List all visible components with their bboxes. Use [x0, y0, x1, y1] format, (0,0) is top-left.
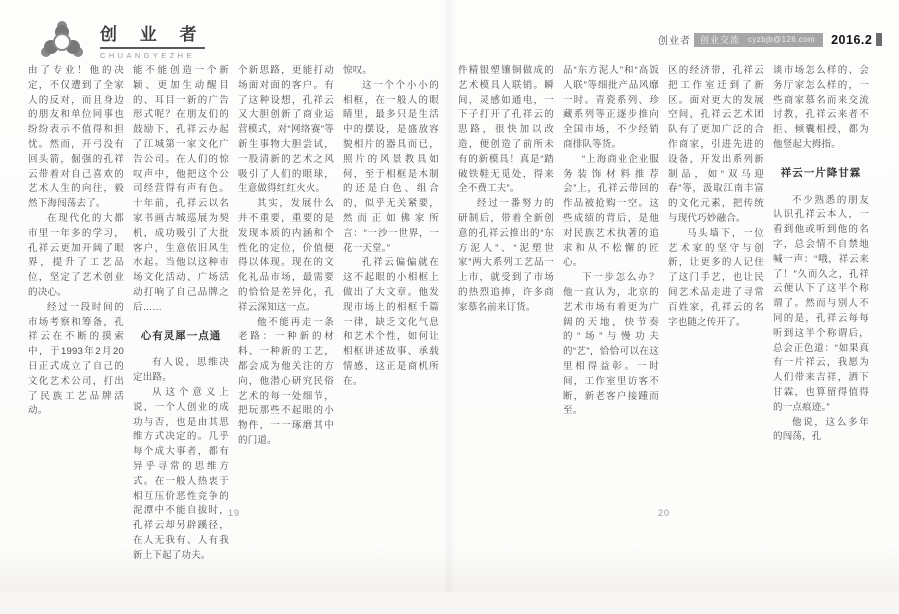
paragraph: 品“东方泥人”和“高饭人联”等细批产品风靡一时。青瓷系列、珍藏系列等正逐步推向全国市场，不少经销商排队等货。	[563, 65, 659, 150]
text-column	[133, 64, 229, 560]
paragraph: 从这个意义上说，一个人创业的成功与否，也是由其思维方式决定的。几乎每个成大事者，都有异乎寻常的思维方式。在一般人热衷于相互压价恶性竞争的泥潭中不能自拔时，孔祥云却另辟蹊径，在人无我有、人有我新上下起了功夫。	[133, 386, 229, 560]
text-column	[458, 64, 554, 560]
magazine-title-pinyin: CHUANGYEZHE	[100, 51, 195, 60]
section-badge	[694, 33, 823, 47]
paragraph: 他说，这么多年的闯荡，孔	[773, 416, 869, 443]
contact-email: cyzbjb@126.com	[748, 34, 816, 44]
text-column	[343, 64, 439, 560]
paragraph: “上海商业企业服务装饰材料推荐会”上，孔祥云带回的作品被抢购一空。这些成绩的背后，是他对民族艺术执著的追求和从不松懈的匠心。	[563, 153, 659, 269]
section-heading: 心有灵犀一点通	[140, 329, 222, 342]
paragraph: 其实，发展什么并不重要，重要的是发现本质的内涵和个性化的定位，价值便得以体现。现在的文化礼品市场，最需要的恰恰是差异化，孔祥云深知这一点。	[238, 198, 334, 313]
paragraph: 谈市场怎么样的、会务厅家怎么样的，一些商家慕名而来交流讨教，孔祥云来者不拒、倾囊相授，都为他竖起大拇指。	[773, 65, 869, 150]
paragraph: 在现代化的大都市里一年多的学习，孔祥云更加开阔了眼界，提升了工艺品位，坚定了艺术创业的决心。	[28, 212, 124, 298]
text-column	[28, 64, 124, 560]
page-20	[458, 64, 870, 564]
paragraph: 孔祥云偏偏就在这不起眼的小相框上做出了大文章。他发现市场上的相框千篇一律，缺乏文化气息和艺术个性，如何让相框讲述故事、承载情感，这正是商机所在。	[343, 257, 439, 387]
page-19	[28, 64, 440, 564]
section-badge-label: 创业交流	[700, 34, 741, 45]
paragraph: 他不能再走一条老路：一种新的材料、一种新的工艺，都会成为他关注的方向，他潜心研究民俗艺术的每一处细节，把玩那些不起眼的小物件，一一琢磨其中的门道。	[238, 316, 334, 446]
columns	[28, 64, 440, 564]
magazine-logo	[34, 16, 274, 60]
issue-number: 2016.2	[831, 32, 873, 47]
paragraph: 由了专业！他的决定，不仅遭到了全家人的反对，而且身边的朋友和单位同事也纷纷表示不值得和担忧。然而，开弓没有回头箭，倔强的孔祥云带着对自己喜欢的艺术人生的向往，毅然下海闯荡去了。	[28, 65, 124, 210]
text-column	[773, 64, 869, 560]
page-gutter-shadow	[443, 0, 455, 592]
paragraph: 件精银塑镶铜做成的艺术模具人联销。瞬间，灵感如通电，一下子打开了孔祥云的思路，很快加以改造，便创造了前所未有的新模具！真是“踏破铁鞋无觅处，得来全不费工夫”。	[458, 65, 554, 195]
magazine-title: 创 业 者	[100, 20, 205, 49]
paragraph: 不少熟悉的朋友认识孔祥云本人，一看到他或听到他的名字，总会情不自禁地喊一声：“哦，祥云来了！”久而久之，孔祥云便认下了这半个称谓了。然而与别人不同的是，孔祥云每每听到这半个称谓后，总会正色道：“如果真有一片祥云，我愿为人们带来吉祥，洒下甘霖，也算留得值得的一点痕迹。”	[773, 194, 869, 413]
paragraph: 惊叹。	[343, 65, 373, 76]
paragraph: 能不能创造一个新颖、更加生动醒目的、耳目一新的广告形式呢？在朋友们的鼓励下，孔祥云办起了江城第一家文化广告公司。在人们的惊叹声中，他把这个公司经营得有声有色。十年前，孔祥云以名家书画古城巡展为契机，成功吸引了大批客户，生意依旧风生水起。当他以这种市场文化活动、广场活动打响了自己品牌之后……	[133, 65, 229, 313]
paragraph: 经过一番努力的研制后，带着全新创意的孔祥云推出的“东方泥人”、“泥塑世家”两大系列工艺品一上市，就受到了市场的热烈追捧，许多商家慕名前来订货。	[458, 198, 554, 313]
paragraph: 个新思路，更能打动场面对面的客户。有了这种设想，孔祥云又大胆创新了商业运营模式，对“网络赛”等新生事物大胆尝试，一股清新的艺术之风吸引了人们的眼球，生意做得红红火火。	[238, 65, 334, 195]
masthead-magazine-name: 创业者	[658, 36, 691, 47]
section-heading: 祥云一片降甘霖	[780, 166, 862, 179]
issue-marker-block	[876, 33, 882, 46]
masthead-right	[658, 31, 894, 48]
paragraph: 区的经济带，孔祥云把工作室迁到了新区。面对更大的发展空间，孔祥云艺术团队有了更加广泛的合作商家，引进先进的设备，开发出系列新制品，如“双马迎春”等，汲取江南丰富的文化元素，把传统与现代巧妙融合。	[668, 65, 764, 224]
text-column	[563, 64, 659, 560]
columns	[458, 64, 870, 564]
scan-bottom-strip	[0, 592, 899, 614]
page-number: 19	[227, 508, 240, 518]
page-number: 20	[657, 508, 670, 518]
paragraph: 这一个个小小的相框，在一般人的眼睛里，最多只是生活中的摆设，是盛放容貌相片的器具而已，照片的风景教具如何，至于相框是木制的还是白色、组合的，似乎无关紧要，然而正如佛家所言：“一沙一世界，一花一天堂。”	[343, 79, 439, 254]
text-column	[668, 64, 764, 560]
paragraph: 马头墙下，一位艺术家的坚守与创新，让更多的人记住了这门手艺，也让民间艺术品走进了寻常百姓家，孔祥云的名字也随之传开了。	[668, 227, 764, 328]
paragraph: 下一步怎么办？他一直认为，北京的艺术市场有着更为广阔的天地，快节奏的“场”与慢功夫的“艺”，恰恰可以在这里相得益彰。一时间，工作室里访客不断，新老客户接踵而至。	[563, 272, 659, 417]
paragraph: 经过一段时间的市场考察和筹备，孔祥云在不断的摸索中，于1993年2月20日正式成立了自己的文化艺术公司，打出了民族工艺品牌活动。	[28, 301, 124, 417]
triangle-balls-logo-icon	[34, 16, 90, 62]
text-column	[238, 64, 334, 560]
paragraph: 有人说，思维决定出路。	[133, 357, 229, 384]
